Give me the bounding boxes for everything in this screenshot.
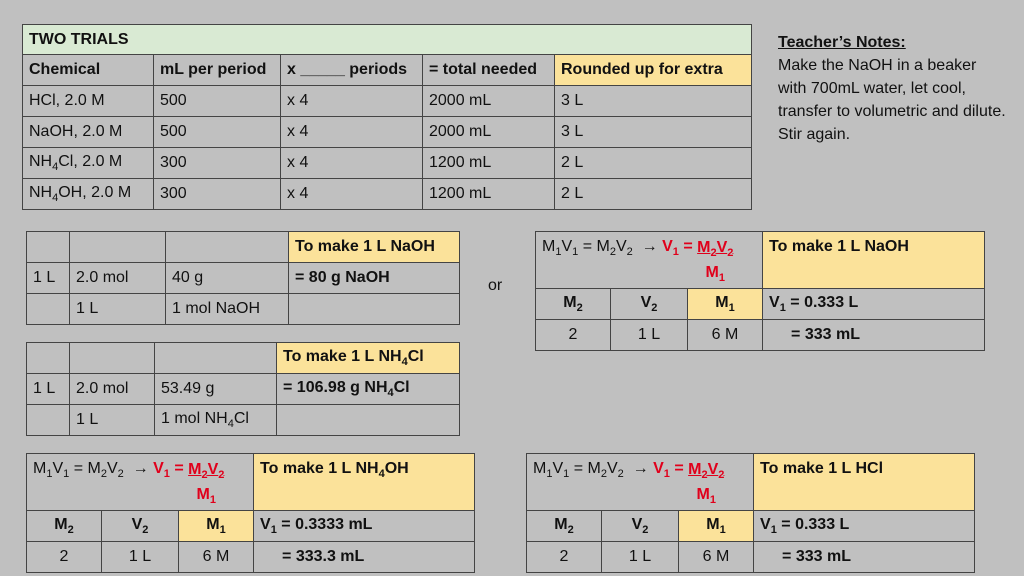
col-header-periods: x _____ periods: [281, 55, 423, 86]
table-row: [23, 86, 752, 117]
cell-total: 1200 mL: [423, 179, 555, 210]
cell-ml: 300: [154, 148, 281, 179]
dilution-result: $V_1 = 0.3333$ mL: [254, 511, 475, 542]
stoich-cell: 1 mol $NH_4Cl$: [155, 405, 277, 436]
col-header-total: = total needed: [423, 55, 555, 86]
header-m1: $M_1$: [179, 511, 254, 542]
table-row: [23, 179, 752, 210]
naoh-stoich-table: [26, 231, 460, 325]
value-v2: 1 L: [102, 542, 179, 573]
dilution-result: $V_1 = 0.333$ L: [754, 511, 975, 542]
stoich-cell: 2.0 mol: [70, 374, 155, 405]
cell-ml: 500: [154, 86, 281, 117]
dilution-table-naoh: [535, 231, 985, 351]
col-header-chemical: Chemical: [23, 55, 154, 86]
header-m2: $M_2$: [527, 511, 602, 542]
header-m2: $M_2$: [536, 289, 611, 320]
stoich-cell: 2.0 mol: [70, 263, 166, 294]
teacher-notes-body: Make the NaOH in a beaker with 700mL water, let cool, transfer to volumetric and dilute. Stir again.: [778, 57, 1006, 143]
stoich-cell: 1 L: [70, 294, 166, 325]
table-row: [23, 117, 752, 148]
trials-table: [22, 24, 752, 210]
header-m1: $M_1$: [688, 289, 763, 320]
value-v2: 1 L: [602, 542, 679, 573]
stoich-cell: 1 mol NaOH: [166, 294, 289, 325]
header-v2: $V_2$: [602, 511, 679, 542]
dilution-formula: $M_1V_1 = M_2V_2 \to V_1 = M_2V_2$ $M_1$: [536, 232, 763, 289]
value-v2: 1 L: [611, 320, 688, 351]
teacher-notes: [778, 31, 1008, 146]
dilution-formula: $M_1V_1 = M_2V_2 \to V_1 = M_2V_2$ $M_1$: [527, 454, 754, 511]
cell-periods: x 4: [281, 86, 423, 117]
cell-rounded: 2 L: [555, 179, 752, 210]
cell-ml: 300: [154, 179, 281, 210]
dilution-formula: $M_1V_1 = M_2V_2 \to V_1 = M_2V_2$ $M_1$: [27, 454, 254, 511]
cell-chemical: $NH_4OH$, 2.0 M: [23, 179, 154, 210]
col-header-rounded: Rounded up for extra: [555, 55, 752, 86]
value-m1: 6 M: [679, 542, 754, 573]
cell-periods: x 4: [281, 117, 423, 148]
cell-chemical: HCl, 2.0 M: [23, 86, 154, 117]
cell-chemical: NaOH, 2.0 M: [23, 117, 154, 148]
cell-total: 1200 mL: [423, 148, 555, 179]
cell-total: 2000 mL: [423, 117, 555, 148]
stoich-result: = 106.98 g $NH_4Cl$: [277, 374, 460, 405]
stoich-cell: 40 g: [166, 263, 289, 294]
cell-total: 2000 mL: [423, 86, 555, 117]
header-m1: $M_1$: [679, 511, 754, 542]
value-v1: = 333 mL: [754, 542, 975, 573]
col-header-ml: mL per period: [154, 55, 281, 86]
cell-rounded: 3 L: [555, 117, 752, 148]
cell-chemical: $NH_4Cl$, 2.0 M: [23, 148, 154, 179]
table-row: [23, 148, 752, 179]
value-v1: = 333.3 mL: [254, 542, 475, 573]
header-m2: $M_2$: [27, 511, 102, 542]
naoh-stoich-header: To make 1 L NaOH: [289, 232, 460, 263]
stoich-cell: 1 L: [27, 263, 70, 294]
value-m2: 2: [536, 320, 611, 351]
nh4cl-stoich-table: [26, 342, 460, 436]
stoich-result: = 80 g NaOH: [289, 263, 460, 294]
dilution-title: To make 1 L HCl: [754, 454, 975, 511]
value-m2: 2: [527, 542, 602, 573]
trials-title: TWO TRIALS: [23, 25, 752, 55]
stoich-cell: 1 L: [27, 374, 70, 405]
teacher-notes-title: Teacher’s Notes:: [778, 34, 906, 51]
dilution-table-nh4oh: [26, 453, 475, 573]
dilution-title: To make 1 L NaOH: [763, 232, 985, 289]
value-v1: = 333 mL: [763, 320, 985, 351]
cell-periods: x 4: [281, 148, 423, 179]
cell-periods: x 4: [281, 179, 423, 210]
cell-ml: 500: [154, 117, 281, 148]
cell-rounded: 3 L: [555, 86, 752, 117]
header-v2: $V_2$: [611, 289, 688, 320]
dilution-title: To make 1 L $NH_4OH$: [254, 454, 475, 511]
or-label: or: [488, 277, 503, 294]
dilution-result: $V_1 = 0.333$ L: [763, 289, 985, 320]
value-m2: 2: [27, 542, 102, 573]
value-m1: 6 M: [179, 542, 254, 573]
dilution-table-hcl: [526, 453, 975, 573]
stoich-cell: 1 L: [70, 405, 155, 436]
header-v2: $V_2$: [102, 511, 179, 542]
nh4cl-stoich-header: To make 1 L $NH_4Cl$: [277, 343, 460, 374]
cell-rounded: 2 L: [555, 148, 752, 179]
stoich-cell: 53.49 g: [155, 374, 277, 405]
value-m1: 6 M: [688, 320, 763, 351]
